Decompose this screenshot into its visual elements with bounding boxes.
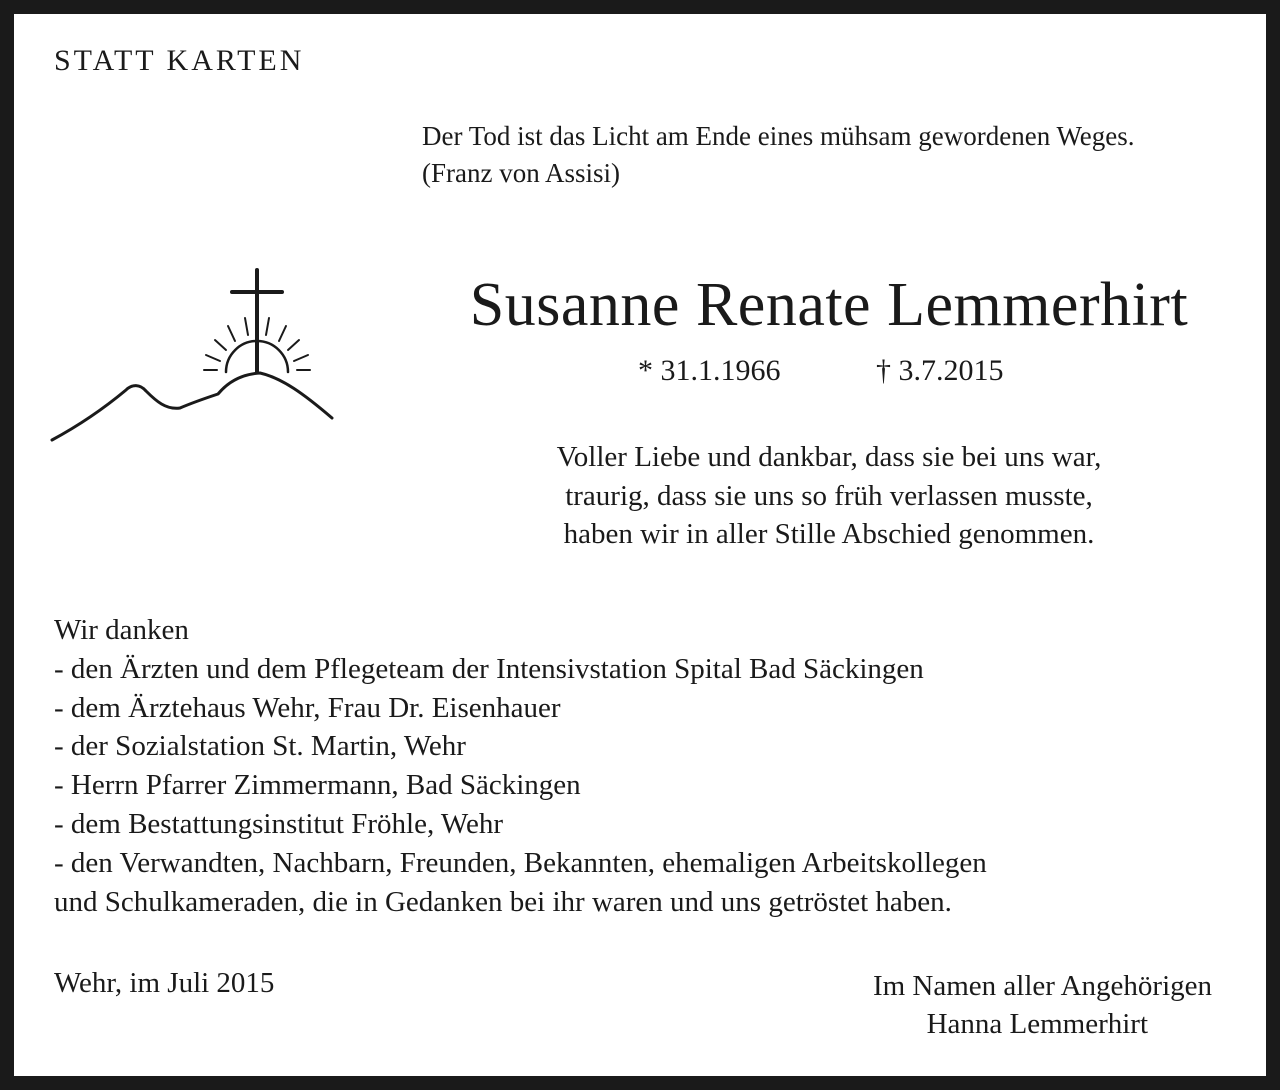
death-date: † 3.7.2015 xyxy=(876,354,1004,387)
on-behalf-line: Im Namen aller Angehörigen xyxy=(872,970,1212,1002)
birth-date: * 31.1.1966 xyxy=(638,354,781,387)
acknowledgement-item: - den Ärzten und dem Pflegeteam der Intensivstation Spital Bad Säckingen xyxy=(54,652,924,685)
verse-line: traurig, dass sie uns so früh verlassen musste, xyxy=(565,479,1093,512)
verse-line: haben wir in aller Stille Abschied genommen. xyxy=(563,518,1095,550)
acknowledgements-intro: Wir danken xyxy=(54,614,189,646)
signature-block xyxy=(873,967,1212,1043)
notice-header: STATT KARTEN xyxy=(54,44,305,77)
acknowledgement-item: - dem Bestattungsinstitut Fröhle, Wehr xyxy=(54,807,504,840)
place-and-date: Wehr, im Juli 2015 xyxy=(54,967,275,999)
epigraph-source: (Franz von Assisi) xyxy=(422,158,620,188)
memorial-verse xyxy=(414,438,1244,554)
mountain-cross-sunrise-icon xyxy=(48,268,338,452)
acknowledgement-item: und Schulkameraden, die in Gedanken bei ihr waren und uns getröstet haben. xyxy=(54,885,952,918)
acknowledgements xyxy=(54,611,987,921)
acknowledgement-item: - dem Ärztehaus Wehr, Frau Dr. Eisenhauer xyxy=(54,691,561,724)
signer-name: Hanna Lemmerhirt xyxy=(926,1008,1148,1040)
epigraph-text: Der Tod ist das Licht am Ende eines mühsam gewordenen Weges. xyxy=(422,121,1135,151)
acknowledgement-item: - den Verwandten, Nachbarn, Freunden, Bekannten, ehemaligen Arbeitskollegen xyxy=(54,846,987,879)
deceased-name: Susanne Renate Lemmerhirt xyxy=(469,271,1189,339)
epigraph xyxy=(422,118,1135,192)
acknowledgement-item: - Herrn Pfarrer Zimmermann, Bad Säckingen xyxy=(54,769,581,802)
verse-line: Voller Liebe und dankbar, dass sie bei uns war, xyxy=(556,441,1102,473)
acknowledgement-item: - der Sozialstation St. Martin, Wehr xyxy=(54,730,466,763)
